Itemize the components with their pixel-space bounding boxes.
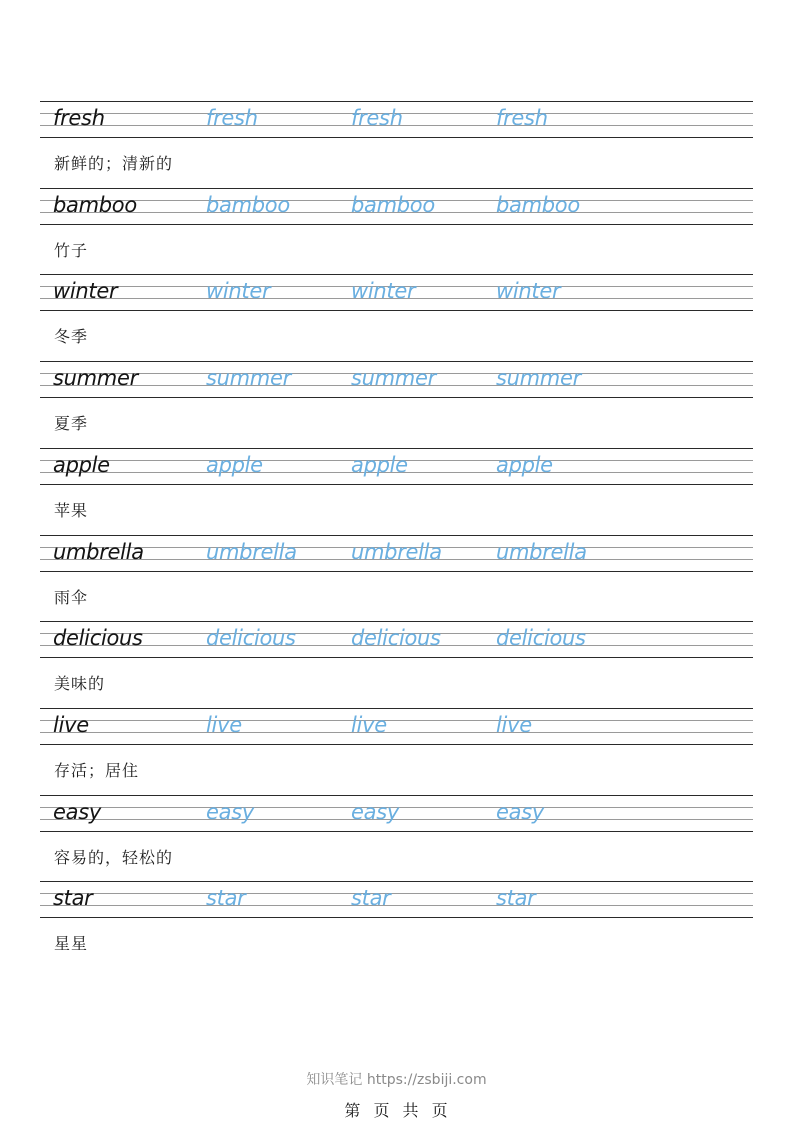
trace-word: bamboo — [496, 192, 580, 217]
outer-rule — [40, 224, 753, 225]
vocab-entry — [40, 361, 753, 448]
vocab-word: star — [53, 886, 93, 911]
vocab-word: fresh — [53, 106, 105, 130]
outer-rule — [40, 657, 753, 658]
outer-rule — [40, 744, 753, 745]
trace-word: delicious — [351, 626, 441, 651]
vocab-word: easy — [53, 799, 101, 824]
outer-rule — [40, 274, 753, 275]
trace-word: umbrella — [496, 539, 587, 564]
vocab-entry — [40, 795, 753, 882]
vocab-entry — [40, 881, 753, 968]
word-meaning: 美味的 — [54, 674, 106, 694]
trace-word: summer — [206, 366, 291, 391]
word-meaning: 冬季 — [54, 327, 89, 347]
vocab-word: winter — [53, 279, 118, 304]
vocab-word: live — [53, 712, 89, 737]
vocab-entry — [40, 274, 753, 361]
trace-word: live — [351, 712, 387, 737]
trace-word: winter — [206, 279, 271, 304]
word-meaning: 星星 — [54, 934, 89, 954]
writing-lines — [40, 881, 753, 918]
trace-word: summer — [496, 366, 581, 391]
outer-rule — [40, 708, 753, 709]
vocab-word: delicious — [53, 626, 143, 651]
vocab-word: apple — [53, 452, 110, 477]
vocab-entry — [40, 188, 753, 275]
trace-word: bamboo — [206, 192, 290, 217]
guide-rule — [40, 905, 753, 906]
vocab-word: bamboo — [53, 192, 137, 217]
outer-rule — [40, 361, 753, 362]
outer-rule — [40, 101, 753, 102]
outer-rule — [40, 397, 753, 398]
trace-word: easy — [496, 799, 544, 824]
word-meaning: 苹果 — [54, 500, 89, 520]
word-meaning: 新鲜的；清新的 — [54, 154, 174, 173]
trace-word: winter — [496, 279, 561, 304]
vocab-entry — [40, 535, 753, 622]
trace-word: fresh — [351, 106, 403, 130]
outer-rule — [40, 831, 753, 832]
trace-word: star — [206, 886, 246, 911]
outer-rule — [40, 795, 753, 796]
outer-rule — [40, 137, 753, 138]
footer-source: 知识笔记 https://zsbiji.com — [306, 1072, 487, 1088]
trace-word: easy — [351, 799, 399, 824]
outer-rule — [40, 310, 753, 311]
trace-word: apple — [496, 452, 553, 477]
trace-word: delicious — [496, 626, 586, 651]
word-meaning: 雨伞 — [54, 587, 89, 607]
trace-word: live — [496, 712, 532, 737]
outer-rule — [40, 535, 753, 536]
vocab-word: summer — [53, 366, 138, 391]
word-meaning: 容易的，轻松的 — [54, 847, 174, 867]
outer-rule — [40, 188, 753, 189]
trace-word: winter — [351, 279, 416, 304]
trace-word: apple — [351, 452, 408, 477]
outer-rule — [40, 484, 753, 485]
trace-word: summer — [351, 366, 436, 391]
page-number: 第 页 共 页 — [344, 1101, 449, 1120]
word-meaning: 夏季 — [54, 414, 89, 434]
trace-word: live — [206, 712, 242, 737]
word-meaning: 竹子 — [54, 240, 89, 260]
guide-rule — [40, 893, 753, 894]
outer-rule — [40, 917, 753, 918]
trace-word: fresh — [496, 106, 548, 130]
word-meaning: 存活；居住 — [54, 760, 140, 780]
trace-word: star — [351, 886, 391, 911]
trace-word: easy — [206, 799, 254, 824]
trace-word: delicious — [206, 626, 296, 651]
outer-rule — [40, 621, 753, 622]
outer-rule — [40, 571, 753, 572]
trace-word: star — [496, 886, 536, 911]
guide-rule — [40, 720, 753, 721]
guide-rule — [40, 732, 753, 733]
vocab-word: umbrella — [53, 539, 144, 564]
trace-word: bamboo — [351, 192, 435, 217]
trace-word: apple — [206, 452, 263, 477]
vocab-entry — [40, 708, 753, 795]
trace-word: fresh — [206, 106, 258, 130]
trace-word: umbrella — [351, 539, 442, 564]
trace-word: umbrella — [206, 539, 297, 564]
vocab-entry — [40, 101, 753, 188]
vocab-entry — [40, 448, 753, 535]
vocab-entry — [40, 621, 753, 708]
writing-lines — [40, 708, 753, 745]
outer-rule — [40, 448, 753, 449]
outer-rule — [40, 881, 753, 882]
